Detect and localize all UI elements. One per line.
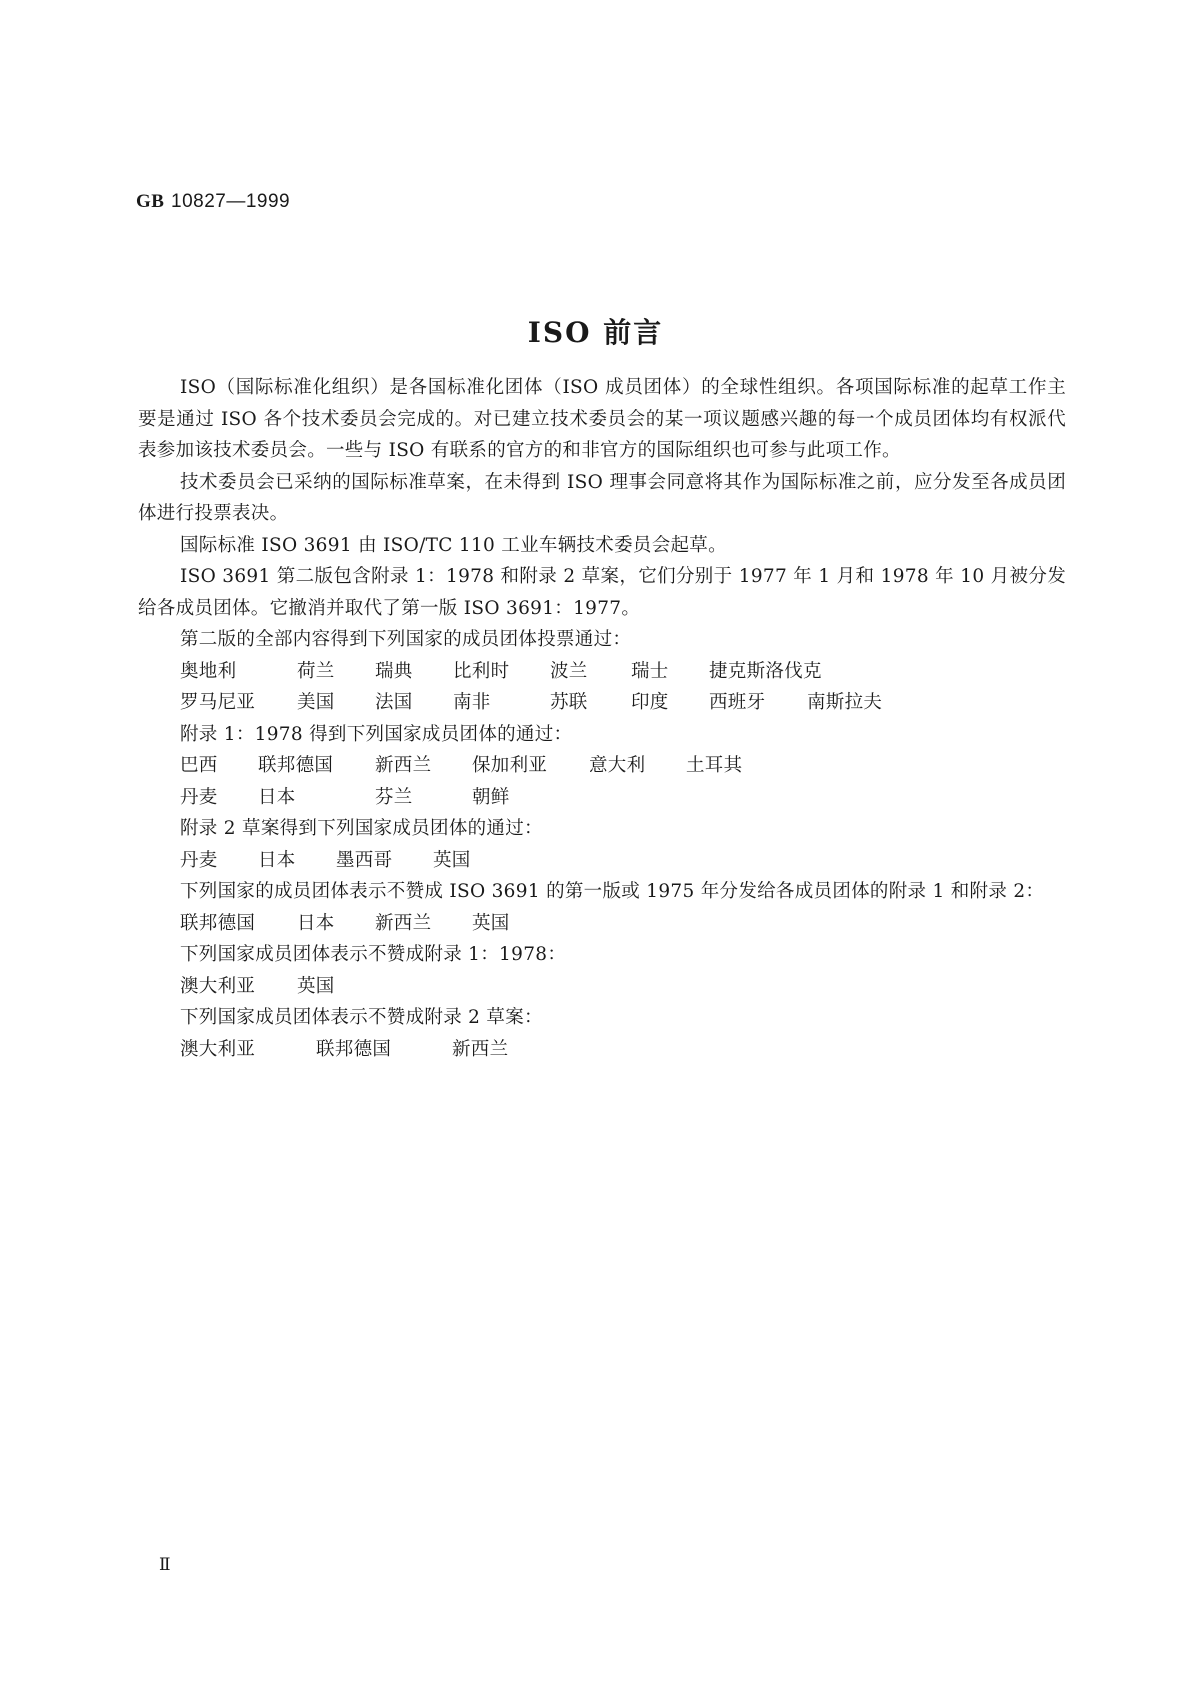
country-row	[138, 687, 1066, 719]
page-number: Ⅱ	[159, 1555, 171, 1575]
country-name: 法国	[375, 692, 413, 713]
country-row	[138, 782, 1066, 814]
country-name: 荷兰	[297, 660, 335, 682]
country-name: 澳大利亚	[180, 1038, 256, 1060]
country-name: 瑞士	[631, 660, 669, 682]
country-name: 丹麦	[180, 849, 218, 871]
country-name: 墨西哥	[336, 849, 393, 871]
country-name: 新西兰	[452, 1038, 509, 1060]
country-name: 罗马尼亚	[180, 692, 256, 713]
country-name: 新西兰	[375, 755, 432, 776]
country-name: 捷克斯洛伐克	[709, 660, 822, 682]
country-name: 美国	[297, 692, 335, 713]
country-name: 日本	[258, 786, 296, 808]
country-name: 联邦德国	[180, 912, 256, 934]
country-name: 英国	[433, 849, 471, 871]
country-name: 联邦德国	[258, 755, 334, 776]
country-row	[138, 1034, 1066, 1066]
country-row	[138, 845, 1066, 877]
country-name: 澳大利亚	[180, 975, 256, 997]
paragraph-annex2-approval: 附录 2 草案得到下列国家成员团体的通过：	[180, 818, 543, 839]
country-row	[138, 750, 1066, 782]
country-row	[138, 656, 1066, 688]
country-name: 巴西	[180, 755, 218, 776]
paragraph-drafting: 国际标准 ISO 3691 由 ISO/TC 110 工业车辆技术委员会起草。	[180, 534, 727, 556]
paragraph-second-edition: ISO 3691 第二版包含附录 1：1978 和附录 2 草案，它们分别于 1977 年 1 月和 1978 年 10 月被分发给各成员团体。它撤消并取代了第一版 ISO 3691：1977。	[138, 566, 1066, 619]
country-name: 比利时	[453, 660, 510, 682]
country-name: 保加利亚	[472, 755, 548, 776]
country-name: 土耳其	[686, 755, 743, 776]
country-name: 丹麦	[180, 786, 218, 808]
paragraph-disapprove-first: 下列国家的成员团体表示不赞成 ISO 3691 的第一版或 1975 年分发给各成员团体的附录 1 和附录 2：	[180, 881, 1045, 902]
country-name: 苏联	[550, 692, 588, 713]
country-name: 意大利	[589, 755, 646, 776]
country-name: 印度	[631, 692, 669, 713]
country-name: 朝鲜	[472, 786, 510, 808]
country-name: 联邦德国	[316, 1038, 392, 1060]
country-row	[138, 908, 1066, 940]
country-name: 英国	[297, 975, 335, 997]
country-name: 英国	[472, 912, 510, 934]
paragraph-annex1-approval: 附录 1：1978 得到下列国家成员团体的通过：	[180, 723, 573, 745]
standard-number: 10827—1999	[171, 191, 291, 212]
paragraph-voting: 技术委员会已采纳的国际标准草案，在未得到 ISO 理事会同意将其作为国际标准之前，应分发至各成员团体进行投票表决。	[138, 471, 1066, 524]
body-text	[138, 372, 1066, 1065]
standard-prefix: GB	[136, 191, 165, 212]
paragraph-disapprove-annex2: 下列国家成员团体表示不赞成附录 2 草案：	[180, 1007, 543, 1028]
page-title: ISO 前言	[527, 316, 664, 349]
document-code	[136, 190, 290, 213]
country-name: 新西兰	[375, 912, 432, 934]
country-name: 日本	[258, 849, 296, 871]
country-name: 南斯拉夫	[807, 692, 883, 713]
country-name: 日本	[297, 912, 335, 934]
country-name: 西班牙	[709, 692, 766, 713]
country-name: 波兰	[550, 660, 588, 682]
paragraph-disapprove-annex1: 下列国家成员团体表示不赞成附录 1：1978：	[180, 944, 567, 965]
country-row	[138, 971, 1066, 1003]
paragraph-iso-intro: ISO（国际标准化组织）是各国标准化团体（ISO 成员团体）的全球性组织。各项国际标准的起草工作主要是通过 ISO 各个技术委员会完成的。对已建立技术委员会的某一项议题感兴趣的每一个成员团体均有权派代表参加该技术委员会。一些与 ISO 有联系的官方的和非官方的国际组织也可参与此项工作。	[138, 377, 1066, 461]
country-name: 瑞典	[375, 660, 413, 682]
paragraph-approval-intro: 第二版的全部内容得到下列国家的成员团体投票通过：	[180, 629, 632, 650]
country-name: 芬兰	[375, 786, 413, 808]
country-name: 南非	[453, 692, 491, 713]
country-name: 奥地利	[180, 660, 237, 682]
